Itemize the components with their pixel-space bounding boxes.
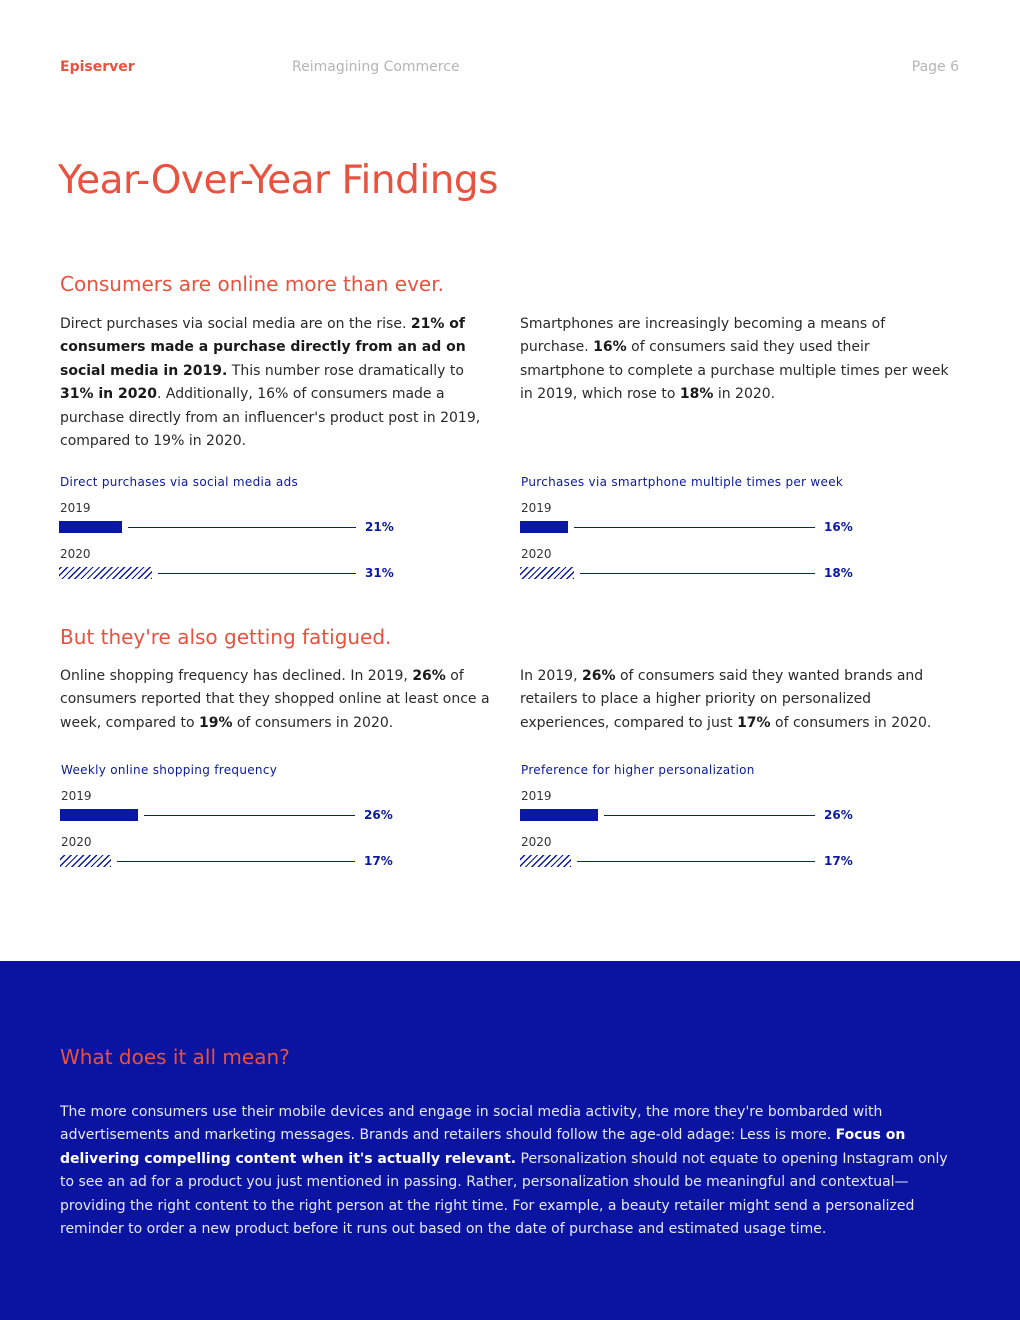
section-heading-fatigued: But they're also getting fatigued. <box>60 625 392 649</box>
text-run: Smartphones are increasingly becoming a means of purchase. <box>520 316 886 356</box>
paragraph-personalization <box>520 665 955 735</box>
year-label: 2020 <box>61 835 92 849</box>
bar-2020 <box>520 567 574 579</box>
bar-2019 <box>520 521 568 533</box>
bar-2020 <box>60 855 111 867</box>
emphasis-text: Focus on delivering compelling content when it's actually relevant. <box>60 1127 906 1167</box>
paragraph-smartphone <box>520 313 955 407</box>
bar-track-line <box>604 815 815 816</box>
value-label: 26% <box>364 808 393 822</box>
value-label: 31% <box>365 566 394 580</box>
chart-weekly-shopping <box>60 763 400 878</box>
text-run: of consumers in 2020. <box>232 714 394 731</box>
year-label: 2020 <box>521 835 552 849</box>
emphasis-text: 17% <box>737 714 771 731</box>
text-run: The more consumers use their mobile devices and engage in social media activity, the more they're bombarded with advertisements and marketing messages. Brands and retailers should follow the age-old adage: Less is more. <box>60 1104 883 1144</box>
text-run: In 2019, <box>520 668 582 684</box>
year-label: 2019 <box>521 501 552 515</box>
year-label: 2019 <box>521 789 552 803</box>
value-label: 18% <box>824 566 853 580</box>
emphasis-text: 26% <box>412 668 446 684</box>
year-label: 2019 <box>61 789 92 803</box>
text-run: in 2020. <box>713 386 776 403</box>
document-title: Reimagining Commerce <box>292 59 460 75</box>
bar-2020 <box>59 567 152 579</box>
text-run: Direct purchases via social media are on the rise. <box>60 316 411 332</box>
emphasis-text: 19% <box>198 714 233 731</box>
chart-personalization <box>520 763 860 878</box>
page-title: Year-Over-Year Findings <box>58 158 498 203</box>
text-run: . Additionally, 16% of consumers made a purchase directly from an influencer's product post in 2019, compared to 19% in 2020. <box>60 386 481 450</box>
section-heading-online: Consumers are online more than ever. <box>60 272 444 296</box>
brand-name: Episerver <box>60 59 135 75</box>
emphasis-text: 18% <box>679 386 714 403</box>
emphasis-text: 21% of consumers made a purchase directly from an ad on social media in 2019. <box>60 316 466 379</box>
year-label: 2019 <box>60 501 91 515</box>
text-run: of consumers reported that they shopped online at least once a week, compared to <box>60 668 490 731</box>
bar-2019 <box>520 809 598 821</box>
bar-track-line <box>580 573 815 574</box>
year-label: 2020 <box>521 547 552 561</box>
bar-2019 <box>60 809 138 821</box>
bar-2020 <box>520 855 571 867</box>
text-run: of consumers in 2020. <box>770 714 932 731</box>
bar-track-line <box>117 861 355 862</box>
chart-title: Purchases via smartphone multiple times per week <box>521 475 844 489</box>
year-label: 2020 <box>60 547 91 561</box>
bar-track-line <box>158 573 356 574</box>
chart-smartphone-purchases <box>520 475 860 590</box>
bar-track-line <box>144 815 355 816</box>
value-label: 21% <box>365 520 394 534</box>
emphasis-text: 16% <box>593 339 627 356</box>
value-label: 26% <box>824 808 853 822</box>
page-number: Page 6 <box>911 59 959 75</box>
emphasis-text: 26% <box>581 668 616 684</box>
summary-body <box>60 1101 965 1241</box>
summary-panel <box>0 961 1020 1320</box>
chart-social-media-ads <box>59 475 399 590</box>
paragraph-social-media <box>60 313 495 453</box>
emphasis-text: 31% in 2020 <box>60 386 157 403</box>
chart-title: Weekly online shopping frequency <box>61 763 278 777</box>
text-run: of consumers said they wanted brands and retailers to place a higher priority on personalized experiences, compared to just <box>520 668 924 731</box>
summary-heading: What does it all mean? <box>60 1045 290 1069</box>
text-run: Personalization should not equate to opening Instagram only to see an ad for a product you just mentioned in passing. Rather, personalization should be meaningful and contextual—providing the right content to the right person at the right time. For example, a beauty retailer might send a personalized reminder to order a new product before it runs out based on the date of purchase and estimated usage time. <box>60 1150 948 1238</box>
bar-track-line <box>577 861 815 862</box>
value-label: 17% <box>824 854 853 868</box>
text-run: This number rose dramatically to <box>227 362 464 379</box>
bar-2019 <box>59 521 122 533</box>
chart-title: Direct purchases via social media ads <box>60 475 299 489</box>
bar-track-line <box>574 527 815 528</box>
text-run: Online shopping frequency has declined. In 2019, <box>60 668 413 684</box>
paragraph-shopping-frequency <box>60 665 495 735</box>
bar-track-line <box>128 527 356 528</box>
text-run: of consumers said they used their smartphone to complete a purchase multiple times per week in 2019, which rose to <box>520 339 949 403</box>
value-label: 16% <box>824 520 853 534</box>
value-label: 17% <box>364 854 393 868</box>
chart-title: Preference for higher personalization <box>521 763 755 777</box>
